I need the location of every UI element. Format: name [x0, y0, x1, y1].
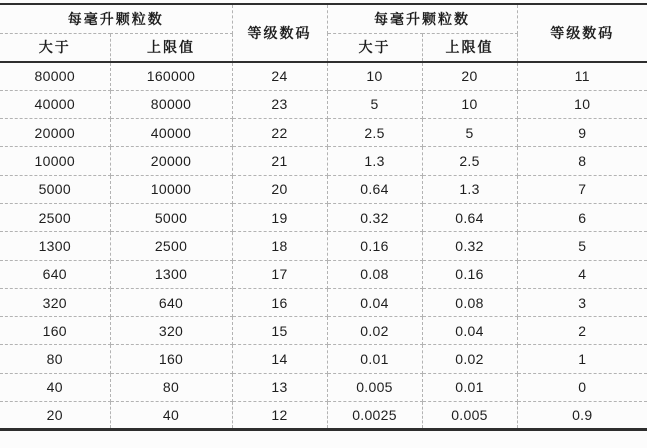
table-cell: 640: [0, 260, 110, 288]
table-cell: 320: [110, 317, 232, 345]
table-cell: 5000: [0, 175, 110, 203]
table-cell: 0.04: [422, 317, 517, 345]
table-cell: 20: [0, 402, 110, 430]
table-row: [0, 373, 647, 401]
table-cell: 0.32: [327, 203, 422, 231]
table-cell: 10: [327, 62, 422, 90]
table-cell: 1300: [110, 260, 232, 288]
table-row: [0, 288, 647, 316]
header-upper-limit-1: 上限值: [110, 33, 232, 62]
table-cell: 40000: [0, 90, 110, 118]
table-cell: 21: [232, 147, 327, 175]
table-cell: 0.005: [327, 373, 422, 401]
table-cell: 0: [517, 373, 647, 401]
table-cell: 20: [232, 175, 327, 203]
table-cell: 24: [232, 62, 327, 90]
table-cell: 17: [232, 260, 327, 288]
table-cell: 6: [517, 203, 647, 231]
table-cell: 0.0025: [327, 402, 422, 430]
header-row-groups: [0, 4, 647, 33]
table-cell: 3: [517, 288, 647, 316]
table-cell: 20: [422, 62, 517, 90]
table-cell: 80000: [0, 62, 110, 90]
table-cell: 160000: [110, 62, 232, 90]
table-cell: 80: [110, 373, 232, 401]
header-upper-limit-2: 上限值: [422, 33, 517, 62]
table-cell: 1.3: [422, 175, 517, 203]
table-cell: 2500: [0, 203, 110, 231]
table-cell: 0.16: [327, 232, 422, 260]
table-row: [0, 147, 647, 175]
table-cell: 2.5: [327, 119, 422, 147]
table-cell: 8: [517, 147, 647, 175]
table-cell: 2: [517, 317, 647, 345]
header-group-particles-per-ml-1: 每毫升颗粒数: [0, 4, 232, 33]
table-cell: 13: [232, 373, 327, 401]
table-cell: 40: [0, 373, 110, 401]
table-cell: 1.3: [327, 147, 422, 175]
table-cell: 12: [232, 402, 327, 430]
table-cell: 80000: [110, 90, 232, 118]
table-row: [0, 119, 647, 147]
table-row: [0, 232, 647, 260]
table-cell: 15: [232, 317, 327, 345]
table-cell: 0.04: [327, 288, 422, 316]
table-cell: 0.02: [327, 317, 422, 345]
table-cell: 20000: [0, 119, 110, 147]
table-cell: 160: [110, 345, 232, 373]
table-cell: 7: [517, 175, 647, 203]
table-cell: 0.01: [422, 373, 517, 401]
table-cell: 0.08: [327, 260, 422, 288]
table-cell: 1300: [0, 232, 110, 260]
table-cell: 160: [0, 317, 110, 345]
table-cell: 5: [422, 119, 517, 147]
particle-grade-table: [0, 3, 647, 431]
table-cell: 5000: [110, 203, 232, 231]
table-cell: 16: [232, 288, 327, 316]
table-cell: 0.64: [327, 175, 422, 203]
table-cell: 40000: [110, 119, 232, 147]
table-cell: 10000: [110, 175, 232, 203]
table-cell: 0.01: [327, 345, 422, 373]
header-greater-than-2: 大于: [327, 33, 422, 62]
table-row: [0, 203, 647, 231]
table-cell: 0.005: [422, 402, 517, 430]
table-row: [0, 345, 647, 373]
table-cell: 640: [110, 288, 232, 316]
header-grade-code-1: 等级数码: [232, 4, 327, 62]
header-greater-than-1: 大于: [0, 33, 110, 62]
table-row: [0, 260, 647, 288]
table-cell: 10000: [0, 147, 110, 175]
header-group-particles-per-ml-2: 每毫升颗粒数: [327, 4, 517, 33]
table-row: [0, 317, 647, 345]
table-cell: 22: [232, 119, 327, 147]
table-header: [0, 4, 647, 62]
table-cell: 80: [0, 345, 110, 373]
table-cell: 18: [232, 232, 327, 260]
table-cell: 320: [0, 288, 110, 316]
table-cell: 0.9: [517, 402, 647, 430]
table-cell: 0.16: [422, 260, 517, 288]
table-cell: 14: [232, 345, 327, 373]
table-cell: 19: [232, 203, 327, 231]
table-cell: 23: [232, 90, 327, 118]
table-row: [0, 90, 647, 118]
table-cell: 0.32: [422, 232, 517, 260]
table-row: [0, 175, 647, 203]
table-body: [0, 62, 647, 430]
table-cell: 0.08: [422, 288, 517, 316]
table-cell: 20000: [110, 147, 232, 175]
table-row: [0, 402, 647, 430]
table-cell: 0.02: [422, 345, 517, 373]
table-cell: 2.5: [422, 147, 517, 175]
table-cell: 2500: [110, 232, 232, 260]
table-cell: 40: [110, 402, 232, 430]
header-grade-code-2: 等级数码: [517, 4, 647, 62]
table-cell: 10: [517, 90, 647, 118]
table-row: [0, 62, 647, 90]
table-cell: 4: [517, 260, 647, 288]
table-cell: 1: [517, 345, 647, 373]
table-cell: 5: [517, 232, 647, 260]
table-cell: 10: [422, 90, 517, 118]
table-cell: 0.64: [422, 203, 517, 231]
table-cell: 5: [327, 90, 422, 118]
table-cell: 11: [517, 62, 647, 90]
table-cell: 9: [517, 119, 647, 147]
